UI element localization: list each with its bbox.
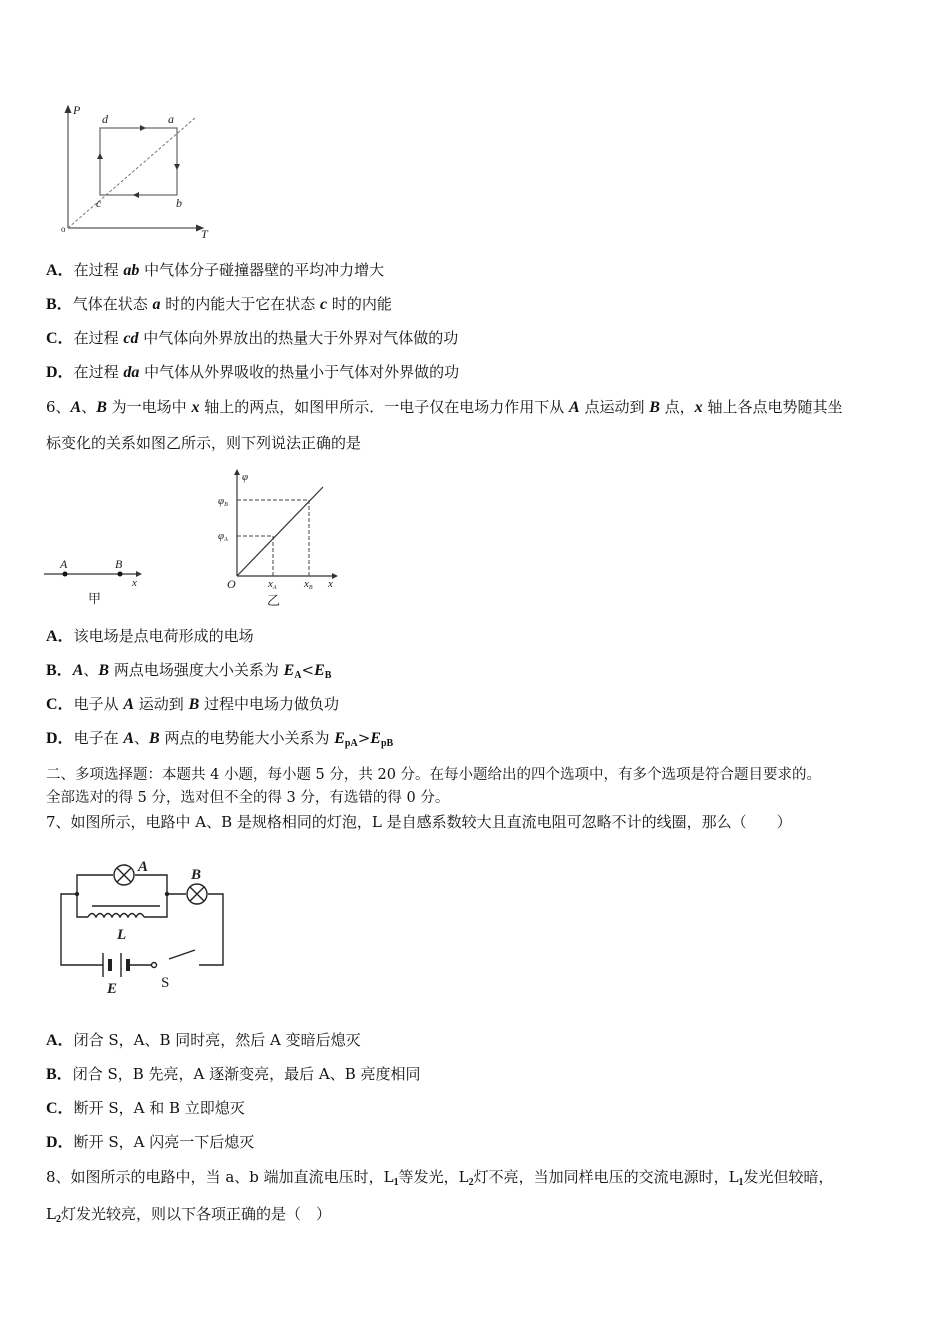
text-segment: da [123,364,140,381]
origin-label: o [61,224,66,234]
text-segment: 二、多项选择题：本题共 4 小题，每小题 5 分，共 20 分。在每小题给出的四个选项中，有多个选项是符合题目要求的。 [46,767,822,783]
text-segment: 时的内能 [327,295,392,313]
text-segment: D． [46,364,74,381]
text-segment: 中气体向外界放出的热量大于外界对气体做的功 [138,329,459,347]
phi-b-label: φB [218,495,228,508]
text-segment: a [152,296,161,313]
text-segment: 6、 [46,398,71,416]
text-segment: 发光但较暗， [743,1168,834,1186]
origin-label: O [227,577,236,591]
text-segment: 1 [393,1177,399,1188]
text-segment: < [301,661,315,679]
text-segment: 、 [81,398,97,416]
text-segment: 在过程 [73,363,124,381]
text-segment: 电子在 [73,729,124,747]
text-segment: 2 [55,1214,61,1225]
text-segment: 轴上的两点，如图甲所示．一电子仅在电场力作用下从 [199,398,569,416]
q6-option-a [46,626,254,647]
caption-jia: 甲 [88,591,102,606]
lamp-b-label: B [191,867,202,883]
text-segment: 全部选对的得 5 分，选对但不全的得 3 分，有选错的得 0 分。 [46,790,450,806]
q6-option-c [46,694,339,715]
text-segment: c [320,296,328,313]
text-segment: 灯发光较亮，则以下各项正确的是（ ） [60,1205,331,1223]
q6-stem-line-1 [46,397,842,418]
text-segment: 、 [83,661,99,679]
q5-option-d [46,362,459,383]
q7-option-d [46,1132,254,1153]
x-axis-label: x [328,578,333,590]
xa-label: xA [268,578,277,591]
text-segment: pB [380,738,394,749]
text-segment: B [324,670,332,681]
section2-heading-line-2 [46,788,449,808]
text-segment: 8、如图所示的电路中，当 a、b 端加直流电压时，L [46,1168,394,1186]
text-segment: A． [46,262,74,279]
text-segment: A [123,730,135,747]
text-segment: E [370,730,381,747]
lamp-a-label: A [138,859,149,875]
text-segment: ab [123,262,140,279]
phi-a-label: φA [218,530,228,543]
inductor-label: L [117,927,127,943]
text-segment: D． [46,1134,74,1151]
text-segment: x [694,399,703,416]
text-segment: A [569,399,580,416]
text-segment: E [334,730,345,747]
text-segment: 为一电场中 [106,398,192,416]
q5-option-a [46,260,384,281]
q6-stem-line-2 [46,433,361,453]
text-segment: B [149,730,160,747]
text-segment: 点运动到 [579,398,650,416]
switch-label: S [161,975,170,991]
text-segment: x [191,399,200,416]
text-segment: 断开 S，A 和 B 立即熄灭 [73,1099,245,1117]
text-segment: A． [46,1032,74,1049]
text-segment: B [649,399,660,416]
text-segment: 气体在状态 [72,295,153,313]
q7-stem [46,812,792,832]
text-segment: 两点电场强度大小关系为 [109,661,284,679]
text-segment: 、 [134,729,150,747]
text-segment: A [70,399,82,416]
figure-jia [44,555,144,610]
q6-option-d [46,728,393,754]
caption-yi: 乙 [267,593,281,608]
text-segment: 过程中电场力做负功 [199,695,340,713]
q7-option-a [46,1030,361,1051]
text-segment: 闭合 S，B 先亮，A 逐渐变亮，最后 A、B 亮度相同 [72,1065,421,1083]
point-b: b [176,196,182,210]
text-segment: 轴上各点电势随其坐 [702,398,843,416]
text-segment: 闭合 S，A、B 同时亮，然后 A 变暗后熄灭 [73,1031,361,1049]
text-segment: 该电场是点电荷形成的电场 [73,627,254,645]
q7-option-c [46,1098,245,1119]
section2-heading-line-1 [46,765,821,785]
phi-axis-label: φ [242,471,249,483]
text-segment: B [98,662,110,679]
text-segment: B． [46,1066,73,1083]
text-segment: 中气体从外界吸收的热量小于气体对外界做的功 [139,363,460,381]
text-segment: A [294,670,302,681]
text-segment: A [72,662,84,679]
text-segment: 中气体分子碰撞器壁的平均冲力增大 [139,261,385,279]
text-segment: 1 [738,1177,744,1188]
point-b-label: B [115,557,123,571]
text-segment: B． [46,662,73,679]
text-segment: E [283,662,295,679]
text-segment: 点， [659,398,695,416]
point-c: c [96,196,102,210]
text-segment: 标变化的关系如图乙所示，则下列说法正确的是 [46,434,362,452]
q5-option-b [46,294,392,315]
text-segment: 在过程 [73,261,124,279]
text-segment: 灯不亮，当加同样电压的交流电源时，L [473,1168,739,1186]
q6-option-b [46,660,331,686]
circuit-diagram [55,858,235,998]
text-segment: 在过程 [73,329,124,347]
q7-option-b [46,1064,421,1085]
text-segment: L [46,1205,56,1223]
text-segment: E [314,662,325,679]
text-segment: B [96,399,107,416]
text-segment: 两点的电势能大小关系为 [159,729,335,747]
text-segment: B． [46,296,73,313]
text-segment: C． [46,330,74,347]
xb-label: xB [304,578,313,591]
point-a: a [168,112,174,126]
text-segment: pA [344,738,358,749]
q8-stem-line-2 [46,1204,331,1230]
text-segment: C． [46,1100,74,1117]
text-segment: 7、如图所示，电路中 A、B 是规格相同的灯泡，L 是自感系数较大且直流电阻可忽略不计的线圈，那么（ ） [46,813,792,831]
text-segment: 运动到 [134,695,189,713]
axis-p-label: P [73,103,81,117]
text-segment: 时的内能大于它在状态 [160,295,321,313]
text-segment: D． [46,730,74,747]
point-d: d [102,112,108,126]
figure-yi [215,468,345,608]
text-segment: B [188,696,200,713]
battery-label: E [107,981,118,997]
text-segment: 断开 S，A 闪亮一下后熄灭 [73,1133,255,1151]
q5-option-c [46,328,458,349]
pt-diagram [55,100,215,240]
point-a-label: A [60,557,68,571]
text-segment: 电子从 [73,695,124,713]
text-segment: 等发光，L [398,1168,469,1186]
axis-t-label: T [201,227,208,241]
text-segment: C． [46,696,74,713]
text-segment: A [123,696,135,713]
q8-stem-line-1 [46,1167,834,1193]
text-segment: A． [46,628,74,645]
text-segment: > [357,729,371,747]
x-axis-label: x [132,577,137,589]
text-segment: cd [123,330,139,347]
text-segment: 2 [468,1177,474,1188]
